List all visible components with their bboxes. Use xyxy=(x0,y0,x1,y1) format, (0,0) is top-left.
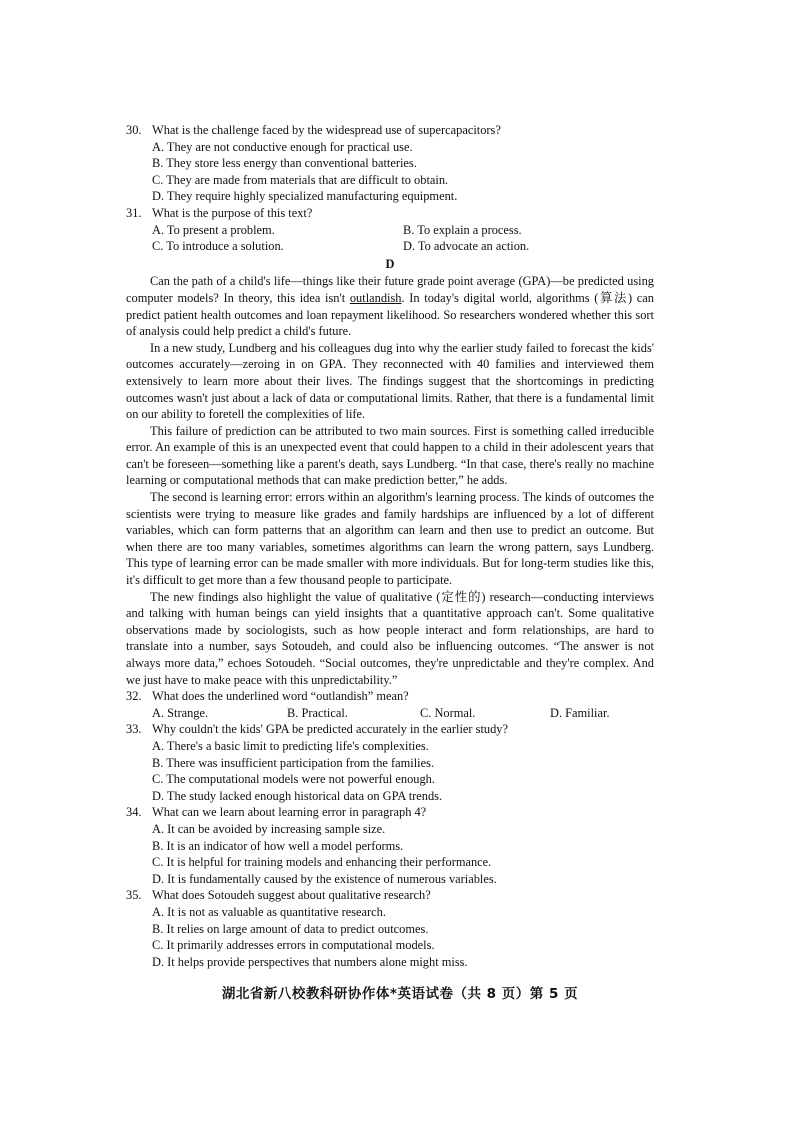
option-d: D. They require highly specialized manufacturing equipment. xyxy=(152,189,458,204)
question-text: What is the purpose of this text? xyxy=(152,205,313,220)
option-d: D. It is fundamentally caused by the existence of numerous variables. xyxy=(152,871,497,886)
question-number: 33. xyxy=(126,722,142,737)
option-b: B. They store less energy than conventional batteries. xyxy=(152,156,417,171)
page-footer: 湖北省新八校教科研协作体*英语试卷（共 8 页）第 5 页 xyxy=(221,986,579,1002)
option-a: A. It is not as valuable as quantitative research. xyxy=(152,904,386,919)
paragraph-text: . In today's digital world, algorithms (算法) can predict patient health outcomes and loan repayment likelihood. So researchers wondered whether this sort of analysis could help predict a child's future. xyxy=(126,290,654,339)
reading-passage xyxy=(126,273,654,688)
option-d: D. It helps provide perspectives that numbers alone might miss. xyxy=(152,954,468,969)
question-text: What is the challenge faced by the widespread use of supercapacitors? xyxy=(152,123,501,137)
options-row-2 xyxy=(152,238,654,255)
question-stem xyxy=(126,887,654,904)
option-a: A. To present a problem. xyxy=(152,222,275,237)
option-a: A. Strange. xyxy=(152,705,209,720)
passage-paragraph-2: In a new study, Lundberg and his colleagues dug into why the earlier study failed to forecast the kids' outcomes accurately—zeroing in on GPA. They reconnected with 40 families and interviewed them extensively to learn more about their lives. The findings suggest that the shortcomings in predicting outcomes wasn't just about a lack of data or computational limits. Rather, that there is a fundamental limit on our ability to foretell the complexities of life. xyxy=(126,340,654,422)
question-text: Why couldn't the kids' GPA be predicted accurately in the earlier study? xyxy=(152,722,508,737)
question-30 xyxy=(126,122,654,205)
question-number: 34. xyxy=(126,805,142,820)
option-c: C. It is helpful for training models and enhancing their performance. xyxy=(152,855,492,870)
paragraph-text: Can the path of a child's life—things like their future grade point average (GPA)—be predicted using computer models? In theory, this idea isn't xyxy=(126,274,654,305)
question-text: What does the underlined word “outlandish” mean? xyxy=(152,689,409,704)
passage-paragraph-1 xyxy=(126,273,654,339)
question-stem xyxy=(126,688,654,705)
question-33 xyxy=(126,721,654,804)
underlined-word: outlandish xyxy=(349,290,402,305)
option-c: C. They are made from materials that are difficult to obtain. xyxy=(152,172,449,187)
passage-paragraph-5: The new findings also highlight the value of qualitative (定性的) research—conducting interviews and talking with human beings can yield insights that a quantitative approach can't. Some qualitative observations made by sociologists, such as how people interact and form relationships, are hard to translate into a number, says Sotoudeh, and could also be influencing outcomes. “The answer is not always more data,” echoes Sotoudeh. “Social outcomes, they're unpredictable and they're complex. And we just have to make peace with this unpredictability.” xyxy=(126,589,654,687)
option-d: D. To advocate an action. xyxy=(403,239,530,254)
question-number: 35. xyxy=(126,888,142,903)
option-b: B. To explain a process. xyxy=(403,222,522,237)
question-text: What does Sotoudeh suggest about qualitative research? xyxy=(152,888,431,903)
option-b: B. It relies on large amount of data to predict outcomes. xyxy=(152,921,429,936)
section-heading: D xyxy=(385,256,395,271)
question-number: 31. xyxy=(126,205,142,220)
question-stem xyxy=(126,122,654,139)
question-text: What can we learn about learning error in paragraph 4? xyxy=(152,805,427,820)
question-stem xyxy=(126,721,654,738)
option-c: C. To introduce a solution. xyxy=(152,239,284,254)
question-number: 30. xyxy=(126,123,142,137)
option-c: C. The computational models were not powerful enough. xyxy=(152,772,435,787)
page-content xyxy=(126,122,654,970)
question-number: 32. xyxy=(126,689,142,704)
option-a: A. They are not conductive enough for practical use. xyxy=(152,139,413,154)
question-stem xyxy=(126,804,654,821)
option-c: C. It primarily addresses errors in computational models. xyxy=(152,938,435,953)
option-c: C. Normal. xyxy=(420,705,476,720)
question-34 xyxy=(126,804,654,887)
option-d: D. The study lacked enough historical data on GPA trends. xyxy=(152,788,443,803)
option-a: A. It can be avoided by increasing sample size. xyxy=(152,821,386,836)
passage-paragraph-4: The second is learning error: errors within an algorithm's learning process. The kinds of outcomes the scientists were trying to measure like grades and family hardships are influenced by a lot of different variables, which can form patterns that an algorithm can learn and then use to predict an outcome. But when there are too many variables, sometimes algorithms can learn the wrong pattern, says Lundberg. This type of learning error can be made smaller with more individuals. But for long-term studies like this, it's difficult to get more than a few thousand people to participate. xyxy=(126,490,654,588)
option-a: A. There's a basic limit to predicting life's complexities. xyxy=(152,738,429,753)
question-stem xyxy=(126,205,654,222)
question-31 xyxy=(126,205,654,255)
passage-paragraph-3: This failure of prediction can be attributed to two main sources. First is something called irreducible error. An example of this is an unexpected event that could happen to a child in their adolescent years that can't be foreseen—something like a parent's death, says Lundberg. “In that case, there's really no machine learning or computational methods that can make prediction better,” he adds. xyxy=(126,423,654,488)
options-row xyxy=(152,705,654,722)
option-b: B. Practical. xyxy=(287,705,348,720)
question-35 xyxy=(126,887,654,970)
options-row-1 xyxy=(152,222,654,239)
option-b: B. There was insufficient participation from the families. xyxy=(152,755,435,770)
question-32 xyxy=(126,688,654,721)
option-d: D. Familiar. xyxy=(550,705,610,720)
option-b: B. It is an indicator of how well a model performs. xyxy=(152,838,404,853)
